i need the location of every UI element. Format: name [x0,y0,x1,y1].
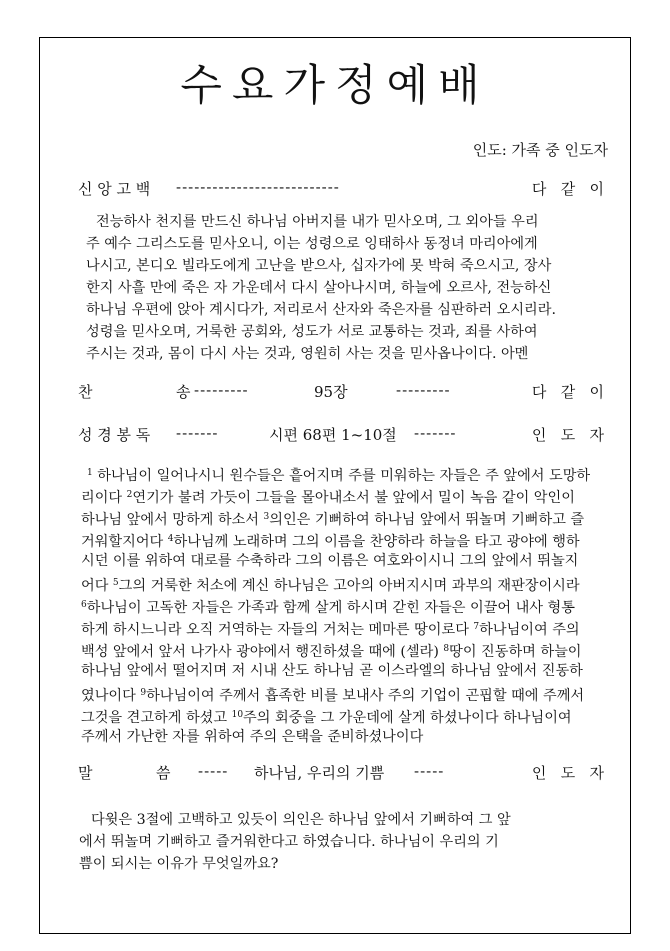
sermon-line: 다윗은 3절에 고백하고 있듯이 의인은 하나님 앞에서 기뻐하여 그 앞 [91,812,511,828]
reading-dashes-left: ------- [176,424,219,442]
creed-line: 성령을 믿사오며, 거룩한 공회와, 성도가 서로 교통하는 것과, 죄를 사하여 [86,324,538,340]
creed-line: 전능하사 천지를 만드신 하나님 아버지를 내가 믿사오며, 그 외아들 우리 [96,214,539,230]
verse-number: 9 [140,688,147,698]
creed-label: 신 앙 고 백 [78,180,151,198]
creed-line: 한지 사흘 만에 죽은 자 가운데서 다시 살아나시며, 하늘에 오르사, 전능하신 [86,280,552,296]
reading-line [81,682,588,704]
verse-text: 하나님이여 주께서 흡족한 비를 보내사 주의 기업이 곤핍할 때에 주께서 [146,688,585,704]
verse-text: 백성 앞에서 앞서 나가사 광야에서 행진하셨을 때에 (셀라) [81,644,444,660]
reading-header [66,424,604,446]
reading-line [81,506,588,528]
verse-text: 그의 거룩한 처소에 계신 하나님은 고아의 아버지시며 과부의 재판장이시라 [118,578,580,594]
sermon-line: 에서 뛰놀며 기뻐하고 즐거워한다고 하였습니다. 하나님이 우리의 기 [79,834,499,850]
verse-text: 였나이다 [81,688,141,704]
creed-line: 하나님 우편에 앉아 계시다가, 저리로서 산자와 죽은자를 심판하러 오시리라. [86,302,556,318]
creed-who: 다 같 이 [531,180,604,198]
hymn-dashes-right: --------- [396,381,451,399]
verse-text: 하나님이 고독한 자들은 가족과 함께 살게 하시며 갇힌 자들은 이끌어 내사 형통 [86,600,575,616]
verse-number: 2 [126,490,133,500]
reading-line [81,462,591,484]
reading-line [81,572,588,594]
verse-text: 하게 하시느니라 오직 거역하는 자들의 거처는 메마른 땅이로다 [81,622,474,638]
leader-line: 인도: 가족 중 인도자 [472,141,608,159]
hymn-number: 95장 [314,383,348,401]
verse-text: 의인은 기뻐하여 하나님 앞에서 뛰놀며 기뻐하고 즐 [269,512,585,528]
verse-text: 시던 이를 위하여 대로를 수축하라 그의 이름은 여호와이시니 그의 앞에서 뛰놀지 [81,553,579,569]
verse-text: 하나님이 일어나시니 원수들은 흩어지며 주를 미워하는 자들은 주 앞에서 도망하 [92,468,591,484]
reading-line [81,594,588,616]
verse-text: 주의 회중을 그 가운데에 살게 하셨나이다 하나님이여 [243,710,572,726]
verse-text: 땅이 진동하며 하늘이 [449,644,582,660]
verse-text: 리이다 [81,490,127,506]
creed-dashes: --------------------------- [176,178,340,196]
reading-dashes-right: ------- [414,424,457,442]
creed-line: 주 예수 그리스도를 믿사오니, 이는 성령으로 잉태하사 동정녀 마리아에게 [86,236,538,252]
reading-line [81,726,588,748]
verse-number: 7 [473,622,480,632]
creed-header [66,178,604,200]
hymn-label-1: 찬 [78,383,93,401]
verse-text: 하나님 앞에서 망하게 하소서 [81,512,264,528]
creed-line: 주시는 것과, 몸이 다시 사는 것과, 영원히 사는 것을 믿사옵나이다. 아멘 [86,346,529,362]
reading-line [81,704,588,726]
verse-number: 6 [81,600,87,610]
verse-number: 5 [112,578,119,588]
creed-line: 나시고, 본디오 빌라도에게 고난을 받으사, 십자가에 못 박혀 죽으시고, 장사 [86,258,552,274]
reading-line [81,660,588,682]
sermon-header [66,762,604,784]
hymn-dashes-left: --------- [194,381,249,399]
verse-number: 1 [87,468,93,478]
verse-text: 그것을 견고하게 하셨고 [81,710,232,726]
reading-line [81,528,588,550]
sermon-line: 쁨이 되시는 이유가 무엇일까요? [79,856,279,872]
reading-line [81,638,588,660]
verse-text: 주께서 가난한 자를 위하여 주의 은택을 준비하셨나이다 [81,729,424,745]
sermon-dashes-left: ----- [198,762,229,780]
reading-line [81,484,588,506]
creed-text [86,211,593,365]
reading-line [81,550,588,572]
verse-number: 3 [263,512,270,522]
reading-text [81,462,591,748]
verse-text: 거워할지어다 [81,534,168,550]
verse-number: 8 [443,644,450,654]
verse-number: 10 [231,710,244,720]
hymn-header [66,381,604,403]
verse-text: 어다 [81,578,113,594]
verse-text: 연기가 불려 가듯이 그들을 몰아내소서 불 앞에서 밀이 녹음 같이 악인이 [132,490,575,506]
reading-who: 인 도 자 [531,426,604,444]
reading-passage: 시편 68편 1~10절 [269,426,397,444]
sermon-dashes-right: ----- [414,762,445,780]
sermon-text [79,809,589,875]
reading-label: 성 경 봉 독 [78,426,151,444]
verse-text: 하나님이여 주의 [479,622,580,638]
verse-number: 4 [167,534,174,544]
sermon-topic: 하나님, 우리의 기쁨 [254,764,385,782]
hymn-who: 다 같 이 [531,383,604,401]
verse-text: 하나님 앞에서 떨어지며 저 시내 산도 하나님 곧 이스라엘의 하나님 앞에서 진동하 [81,663,583,679]
sermon-label-2: 씀 [156,764,171,782]
hymn-label-2: 송 [176,383,191,401]
sermon-who: 인 도 자 [531,764,604,782]
page-title: 수요가정예배 [180,61,490,111]
sermon-label-1: 말 [78,764,93,782]
reading-line [81,616,588,638]
verse-text: 하나님께 노래하며 그의 이름을 찬양하라 하늘을 타고 광야에 행하 [173,534,580,550]
